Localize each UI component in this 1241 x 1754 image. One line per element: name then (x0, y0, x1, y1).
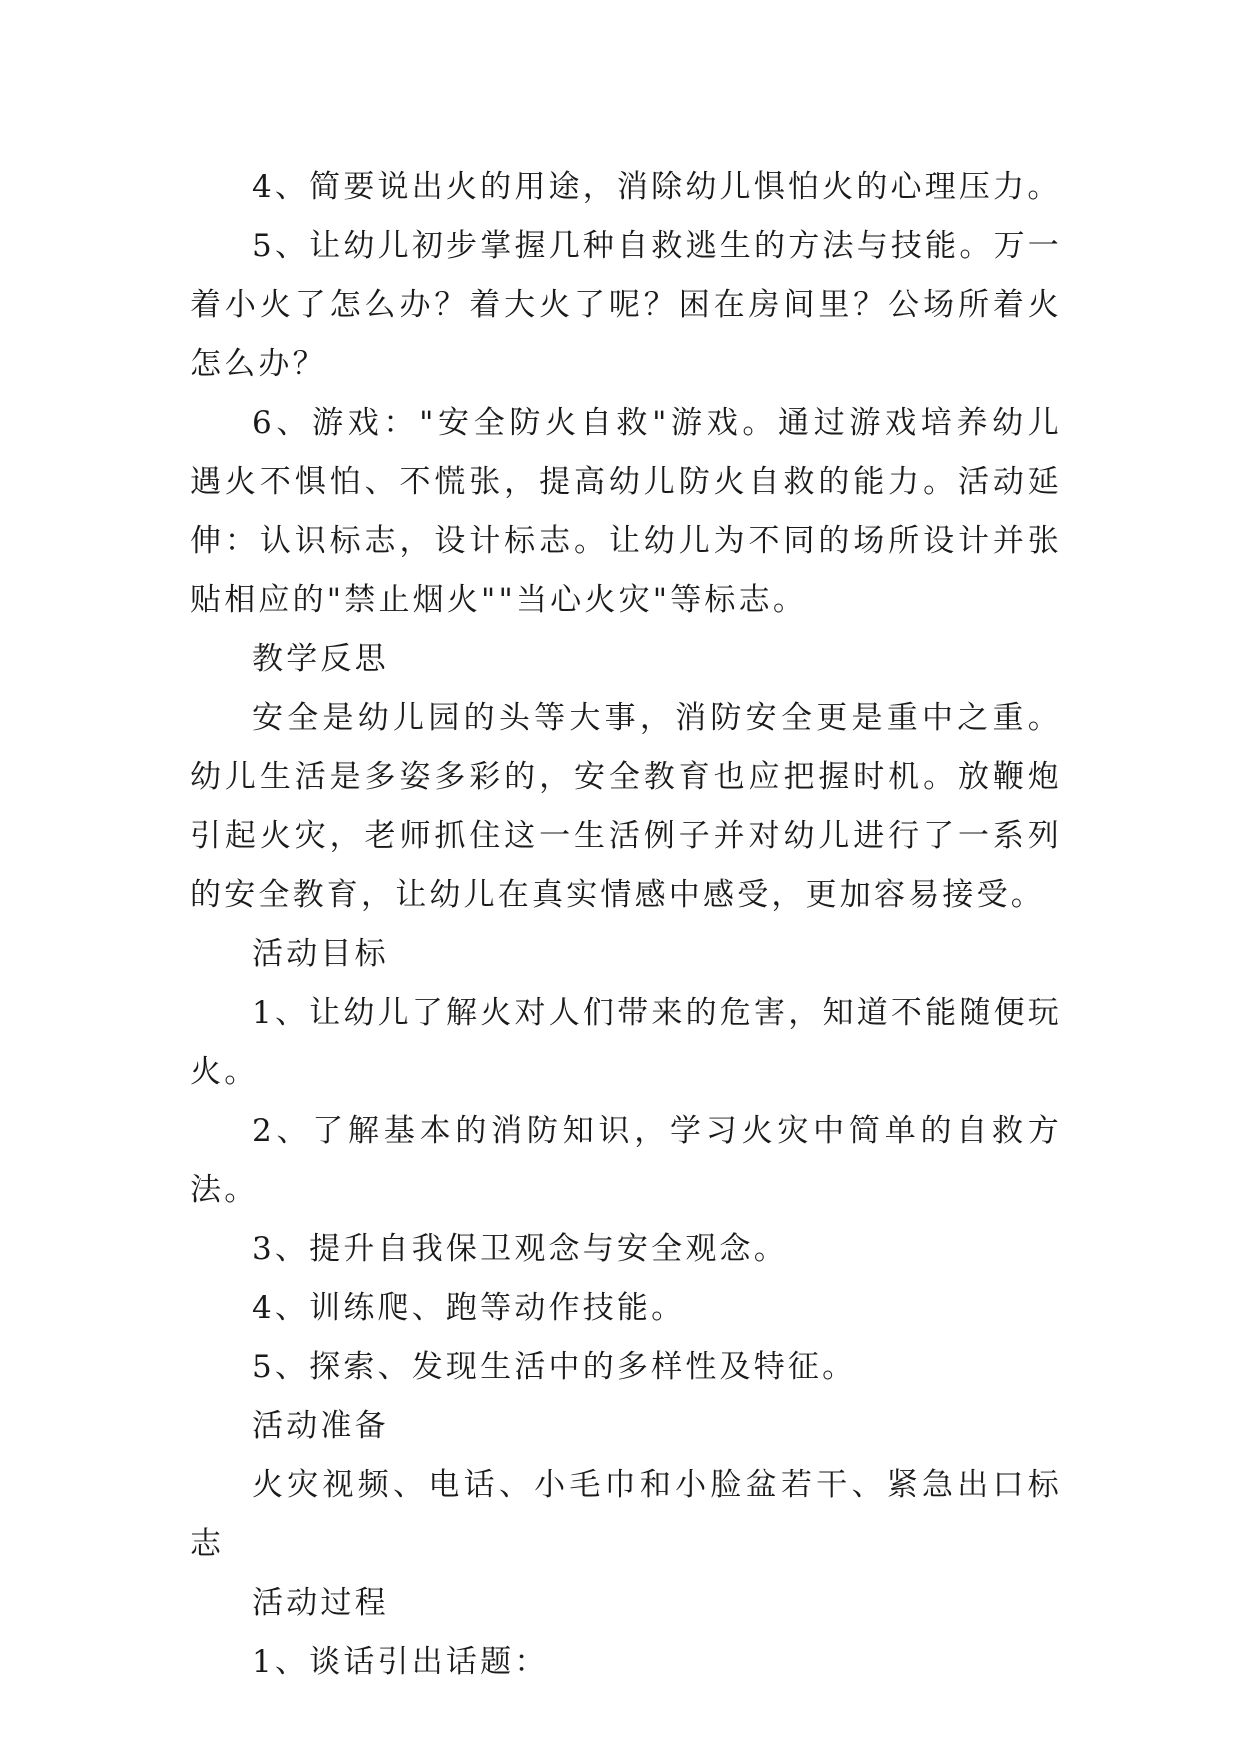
goal-item-1: 1、让幼儿了解火对人们带来的危害，知道不能随便玩火。 (190, 995, 1062, 1090)
paragraph-reflection: 安全是幼儿园的头等大事，消防安全更是重中之重。幼儿生活是多姿多彩的，安全教育也应把握时机。放鞭炮引起火灾，老师抓住这一生活例子并对幼儿进行了一系列的安全教育，让幼儿在真实情感中感受，更加容易接受。 (190, 700, 1062, 913)
heading-activity-goals: 活动目标 (252, 936, 389, 972)
goal-item-5: 5、探索、发现生活中的多样性及特征。 (252, 1349, 857, 1385)
paragraph-escape-skills: 5、让幼儿初步掌握几种自救逃生的方法与技能。万一着小火了怎么办？着大火了呢？困在房间里？公场所着火怎么办？ (190, 228, 1062, 382)
paragraph-game: 6、游戏："安全防火自救"游戏。通过游戏培养幼儿遇火不惧怕、不慌张，提高幼儿防火自救的能力。活动延伸：认识标志，设计标志。让幼儿为不同的场所设计并张贴相应的"禁止烟火""当心火灾"等标志。 (190, 405, 1062, 618)
goal-item-4: 4、训练爬、跑等动作技能。 (252, 1290, 686, 1326)
paragraph-preparation-materials: 火灾视频、电话、小毛巾和小脸盆若干、紧急出口标志 (190, 1467, 1062, 1562)
document-page (190, 158, 1062, 1692)
process-item-1: 1、谈话引出话题： (252, 1644, 549, 1680)
heading-teaching-reflection: 教学反思 (252, 641, 389, 677)
heading-activity-preparation: 活动准备 (252, 1408, 389, 1444)
paragraph-fire-uses: 4、简要说出火的用途，消除幼儿惧怕火的心理压力。 (252, 169, 1062, 205)
goal-item-3: 3、提升自我保卫观念与安全观念。 (252, 1231, 788, 1267)
goal-item-2: 2、了解基本的消防知识，学习火灾中简单的自救方法。 (190, 1113, 1062, 1208)
heading-activity-process: 活动过程 (252, 1585, 389, 1621)
